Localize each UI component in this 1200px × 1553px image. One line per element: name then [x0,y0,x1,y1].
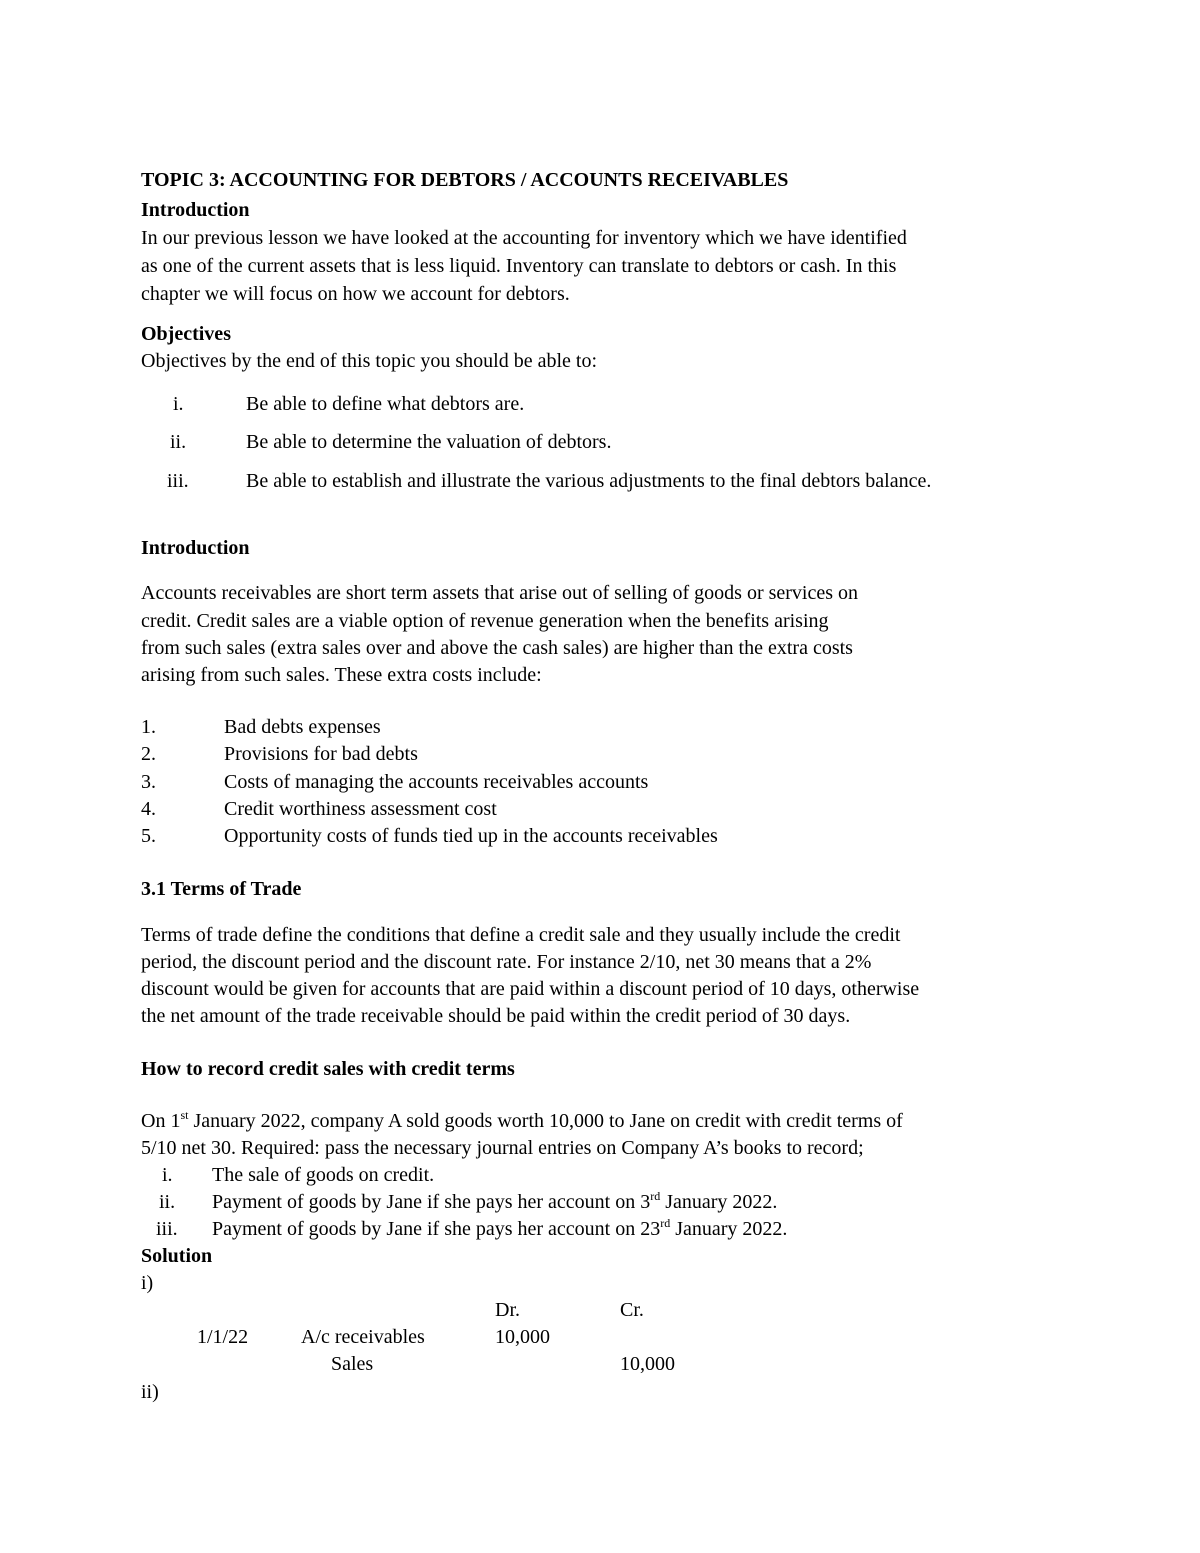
required-text: January 2022. [660,1191,778,1213]
journal-date: 1/1/22 [197,1326,249,1348]
ordinal-suffix: st [180,1108,189,1122]
part-label: i) [141,1272,154,1294]
ordinal-suffix: rd [650,1189,661,1203]
cost-item: Opportunity costs of funds tied up in the accounts receivables [224,825,718,847]
terms-of-trade-heading: 3.1 Terms of Trade [141,878,302,900]
debit-column-header: Dr. [495,1299,520,1321]
part-label: ii) [141,1381,159,1403]
cost-item: Costs of managing the accounts receivables accounts [224,771,649,793]
cost-number: 5. [141,825,156,847]
intro-line: as one of the current assets that is less liquid. Inventory can translate to debtors or cash. In this [141,255,897,277]
topic-title: TOPIC 3: ACCOUNTING FOR DEBTORS / ACCOUNTS RECEIVABLES [141,169,789,191]
required-item [212,1216,788,1240]
example-text: January 2022, company A sold goods worth 10,000 to Jane on credit with credit terms of [188,1110,903,1132]
example-line [141,1108,903,1132]
cost-item: Credit worthiness assessment cost [224,798,497,820]
intro2-line: Accounts receivables are short term assets that arise out of selling of goods or services on [141,582,859,604]
required-text: January 2022. [670,1218,788,1240]
example-text: On 1 [141,1110,181,1132]
objective-number: ii. [170,431,187,453]
terms-line: the net amount of the trade receivable should be paid within the credit period of 30 days. [141,1005,851,1027]
record-credit-sales-heading: How to record credit sales with credit terms [141,1058,515,1080]
intro-line: In our previous lesson we have looked at the accounting for inventory which we have identified [141,227,907,249]
ordinal-suffix: rd [660,1216,671,1230]
objectives-lead: Objectives by the end of this topic you should be able to: [141,350,598,372]
required-number: ii. [159,1191,176,1213]
terms-line: discount would be given for accounts that are paid within a discount period of 10 days, otherwise [141,978,920,1000]
objectives-heading: Objectives [141,323,231,345]
cost-item: Provisions for bad debts [224,743,418,765]
objective-number: iii. [167,470,189,492]
required-number: i. [162,1164,173,1186]
objective-number: i. [173,393,184,415]
introduction-heading-2: Introduction [141,537,250,559]
required-text: The sale of goods on credit. [212,1164,435,1186]
required-text: Payment of goods by Jane if she pays her account on 3 [212,1191,651,1213]
intro-line: chapter we will focus on how we account for debtors. [141,283,570,305]
cost-number: 3. [141,771,156,793]
intro2-line: from such sales (extra sales over and above the cash sales) are higher than the extra costs [141,637,853,659]
required-text: Payment of goods by Jane if she pays her account on 23 [212,1218,661,1240]
objective-text: Be able to establish and illustrate the various adjustments to the final debtors balance. [246,470,932,492]
cost-number: 2. [141,743,156,765]
solution-heading: Solution [141,1245,213,1267]
terms-line: Terms of trade define the conditions that define a credit sale and they usually include the credit [141,924,901,946]
journal-credit-amount: 10,000 [620,1353,675,1375]
required-number: iii. [156,1218,178,1240]
journal-debit-account: A/c receivables [301,1326,425,1348]
required-item [212,1165,434,1185]
journal-debit-amount: 10,000 [495,1326,550,1348]
introduction-heading: Introduction [141,199,250,221]
journal-credit-account: Sales [331,1353,374,1375]
intro2-line: arising from such sales. These extra costs include: [141,664,542,686]
cost-number: 1. [141,716,156,738]
objective-text: Be able to define what debtors are. [246,393,525,415]
terms-line: period, the discount period and the discount rate. For instance 2/10, net 30 means that a 2% [141,951,872,973]
objective-text: Be able to determine the valuation of debtors. [246,431,612,453]
cost-number: 4. [141,798,156,820]
credit-column-header: Cr. [620,1299,644,1321]
example-line: 5/10 net 30. Required: pass the necessary journal entries on Company A’s books to record; [141,1137,864,1159]
required-item [212,1189,778,1213]
intro2-line: credit. Credit sales are a viable option of revenue generation when the benefits arising [141,610,829,632]
cost-item: Bad debts expenses [224,716,381,738]
